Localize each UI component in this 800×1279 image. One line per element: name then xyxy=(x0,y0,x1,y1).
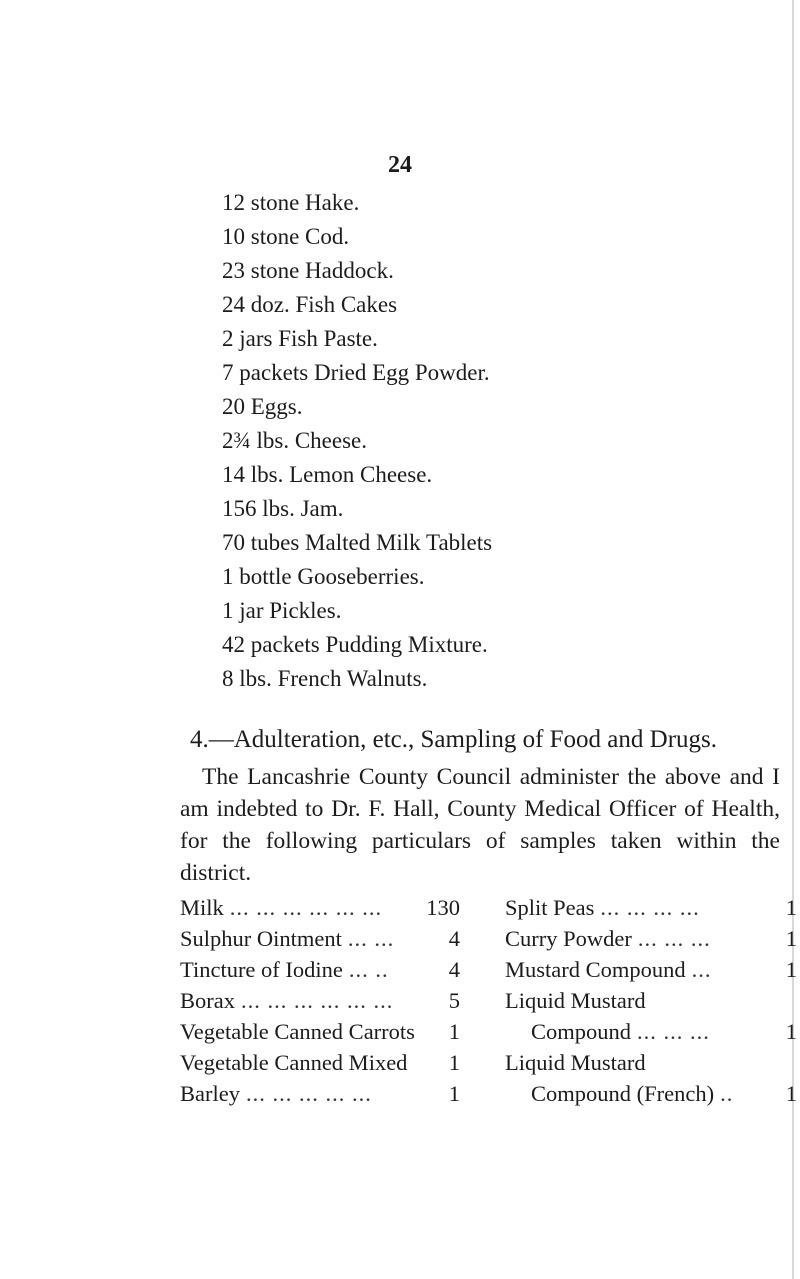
list-item: 156 lbs. Jam. xyxy=(222,496,344,521)
sample-count: 1 xyxy=(785,895,797,920)
leader-dots: ... .. xyxy=(348,957,389,982)
sample-name: Milk xyxy=(180,895,224,920)
sample-name: Split Peas xyxy=(505,895,595,920)
leader-dots: ... ... ... ... ... ... xyxy=(229,895,383,920)
sample-count: 1 xyxy=(448,1081,460,1106)
list-item: 70 tubes Malted Milk Tablets xyxy=(222,530,493,555)
sample-name: Vegetable Canned Carrots xyxy=(180,1019,415,1044)
sample-name: Mustard Compound xyxy=(505,957,686,982)
sample-row xyxy=(180,1047,460,1078)
sample-count: 1 xyxy=(785,1081,797,1106)
list-item: 10 stone Cod. xyxy=(222,224,350,249)
leader-dots: ... ... ... ... ... xyxy=(245,1081,372,1106)
page-number: 24 xyxy=(388,152,412,178)
intro-paragraph: The Lancashrie County Council administer the above and I am indebted to Dr. F. Hall, County Medical Officer of Health, for the following particulars of samples taken within the district. xyxy=(180,764,780,886)
sample-row xyxy=(180,892,460,923)
leader-dots: ... xyxy=(691,957,712,982)
sample-row xyxy=(505,1078,797,1109)
sample-name: Barley xyxy=(180,1081,240,1106)
sample-count: 1 xyxy=(448,1019,460,1044)
sample-name: Sulphur Ointment xyxy=(180,926,342,951)
leader-dots: ... ... ... xyxy=(637,1019,710,1044)
leader-dots: ... ... ... ... ... ... xyxy=(241,988,394,1013)
leader-dots: ... ... xyxy=(347,926,395,951)
sample-name: Liquid Mustard xyxy=(505,1050,646,1075)
sample-name: Tincture of Iodine xyxy=(180,957,343,982)
sample-count: 1 xyxy=(448,1050,460,1075)
sample-name: Vegetable Canned Mixed xyxy=(180,1050,408,1075)
list-item: 20 Eggs. xyxy=(222,394,303,419)
sample-count: 1 xyxy=(785,926,797,951)
list-item: 14 lbs. Lemon Cheese. xyxy=(222,462,433,487)
sample-count: 5 xyxy=(448,988,460,1013)
sample-count: 1 xyxy=(785,1019,797,1044)
food-item-list xyxy=(222,186,492,696)
list-item: 2¾ lbs. Cheese. xyxy=(222,428,368,453)
sample-row xyxy=(505,985,797,1016)
list-item: 8 lbs. French Walnuts. xyxy=(222,666,428,691)
list-item: 1 bottle Gooseberries. xyxy=(222,564,425,589)
list-item: 23 stone Haddock. xyxy=(222,258,394,283)
list-item: 42 packets Pudding Mixture. xyxy=(222,632,488,657)
sample-row xyxy=(505,1016,797,1047)
sample-name: Borax xyxy=(180,988,235,1013)
sample-count: 4 xyxy=(448,926,460,951)
sample-row xyxy=(180,1078,460,1109)
leader-dots: .. xyxy=(720,1081,734,1106)
samples-left-column xyxy=(180,892,460,1109)
sample-row xyxy=(505,892,797,923)
sample-row xyxy=(505,1047,797,1078)
list-item: 7 packets Dried Egg Powder. xyxy=(222,360,490,385)
sample-row xyxy=(180,985,460,1016)
sample-name: Compound xyxy=(531,1019,632,1044)
sample-row xyxy=(505,954,797,985)
sample-row xyxy=(180,954,460,985)
leader-dots: ... ... ... ... xyxy=(600,895,700,920)
sample-name: Curry Powder xyxy=(505,926,632,951)
sample-name: Compound (French) xyxy=(531,1081,715,1106)
list-item: 12 stone Hake. xyxy=(222,190,360,215)
list-item: 1 jar Pickles. xyxy=(222,598,342,623)
list-item: 24 doz. Fish Cakes xyxy=(222,292,398,317)
sample-row xyxy=(180,923,460,954)
sample-row xyxy=(180,1016,460,1047)
samples-right-column xyxy=(505,892,797,1109)
sample-row xyxy=(505,923,797,954)
sample-count: 4 xyxy=(448,957,460,982)
sample-name: Liquid Mustard xyxy=(505,988,646,1013)
sample-count: 1 xyxy=(785,957,797,982)
leader-dots: ... ... ... xyxy=(637,926,711,951)
section-heading: 4.—Adulteration, etc., Sampling of Food and Drugs. xyxy=(190,726,718,753)
list-item: 2 jars Fish Paste. xyxy=(222,326,378,351)
sample-count: 130 xyxy=(426,895,460,920)
